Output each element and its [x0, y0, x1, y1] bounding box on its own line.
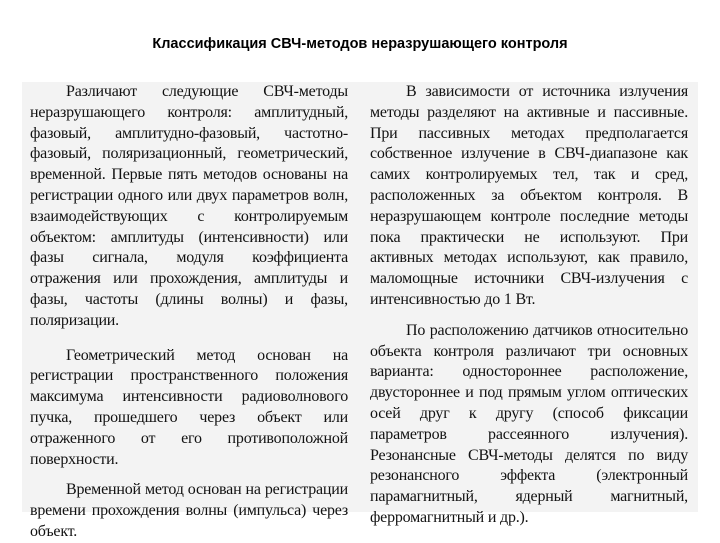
paragraph-sensor-placement: По расположению датчиков относительно объекта контроля различают три основных варианта: одностороннее расположение, двустороннее и под прямым углом оптических осей друг к другу (способ фиксации параметров рассеянного излучения). Резонансные СВЧ-методы делятся по виду резонансного эффекта (электронный парамагнитный, ядерный магнитный, ферромагнитный и др.).: [370, 321, 688, 526]
slide-title: Классификация СВЧ-методов неразрушающего контроля: [152, 36, 568, 52]
left-text-column: [30, 82, 348, 540]
paragraph-methods-list: Различают следующие СВЧ-методы неразрушающего контроля: амплитудный, фазовый, амплитудно-фазовый, частотно-фазовый, поляризационный, геометрический, временной. Первые пять методов основаны на регистрации одного или двух параметров волн, взаимодействующих с контролируемым объектом: амплитуды (интенсивности) или фазы сигнала, модуля коэффициента отражения или прохождения, амплитуды и фазы, частоты (длины волны) и фазы, поляризации.: [30, 83, 348, 329]
scanned-text-image: [22, 82, 698, 540]
right-text-column: [370, 82, 688, 526]
paragraph-active-passive: В зависимости от источника излучения методы разделяют на активные и пассивные. При пассивных методах предполагается собственное излучение в СВЧ-диапазоне как самих контролируемых тел, так и сред, расположенных за объектом контроля. В неразрушающем контроле последние методы пока практически не используют. При активных методах используют, как правило, маломощные источники СВЧ-излучения с интенсивностью до 1 Вт.: [370, 83, 688, 308]
paragraph-time-method: Временной метод основан на регистрации времени прохождения волны (импульса) через объект.: [30, 481, 348, 540]
paragraph-geometric-method: Геометрический метод основан на регистрации пространственного положения максимума интенсивности радиоволнового пучка, прошедшего через объект или отраженного от его противоположной поверхности.: [30, 346, 348, 468]
